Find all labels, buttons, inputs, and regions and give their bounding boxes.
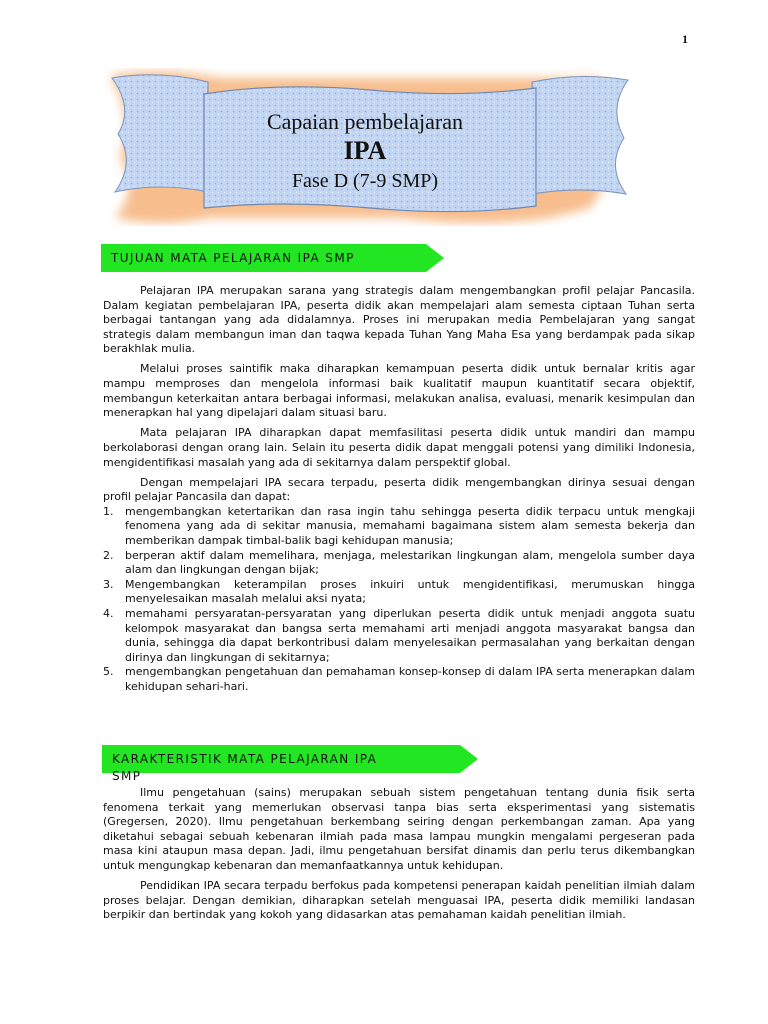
section-heading-text: TUJUAN MATA PELAJARAN IPA SMP xyxy=(111,251,355,265)
section-heading-karakteristik xyxy=(102,745,478,783)
section-heading-text: KARAKTERISTIK MATA PELAJARAN IPA xyxy=(112,752,378,766)
list-text: Mengembangkan keterampilan proses inkuiri untuk mengidentifikasi, merumuskan hingga menyelesaikan masalah melalui aksi nyata; xyxy=(125,577,695,606)
paragraph: Pendidikan IPA secara terpadu berfokus pada kompetensi penerapan kaidah penelitian ilmiah dalam proses belajar. Dengan demikian, diharapkan setelah menguasai IPA, peserta didik memiliki landasan berpikir dan bertindak yang kokoh yang didasarkan atas pemahaman kaidah penelitian ilmiah. xyxy=(103,879,695,922)
banner-line-3: Fase D (7-9 SMP) xyxy=(291,170,439,192)
banner-title xyxy=(205,108,525,194)
list-number: 3. xyxy=(103,577,114,591)
list-text: berperan aktif dalam memelihara, menjaga, melestarikan lingkungan alam, mengelola sumber daya alam dan lingkungan dengan bijak; xyxy=(125,548,695,577)
goals-list xyxy=(103,505,695,695)
list-item xyxy=(103,578,695,607)
title-banner xyxy=(100,68,640,226)
list-number: 5. xyxy=(103,665,114,679)
paragraph: Melalui proses saintifik maka diharapkan kemampuan peserta didik untuk bernalar kritis agar mampu memproses dan mengelola informasi baik kualitatif maupun kuantitatif secara objektif, membangun keterkaitan antara berbagai informasi, melakukan analisa, evaluasi, menarik kesimpulan dan menerapkan hal yang dipelajari dalam situasi baru. xyxy=(103,362,695,420)
banner-line-2: IPA xyxy=(343,136,387,165)
list-number: 2. xyxy=(103,548,114,562)
paragraph: Ilmu pengetahuan (sains) merupakan sebuah sistem pengetahuan tentang dunia fisik serta fenomena terkait yang memerlukan observasi tanpa bias serta eksperimentasi yang sistematis (Gregersen, 2020). Ilmu pengetahuan berkembang seiring dengan perkembangan zaman. Apa yang diketahui sebagai sebuah kebenaran ilmiah pada masa lampau mungkin mengalami pergeseran pada masa kini ataupun masa depan. Jadi, ilmu pengetahuan bersifat dinamis dan perlu terus dikembangkan untuk mengungkap kebenaran dan memanfaatkannya untuk kehidupan. xyxy=(103,786,695,872)
banner-line-1: Capaian pembelajaran xyxy=(266,109,464,134)
list-item xyxy=(103,665,695,694)
section-karakteristik-body xyxy=(103,786,695,928)
list-item xyxy=(103,607,695,665)
list-text: memahami persyaratan-persyaratan yang diperlukan peserta didik untuk menjadi anggota suatu kelompok masyarakat dan bangsa serta memahami arti menjadi anggota masyarakat bangsa dan dunia, sehingga dia dapat berkontribusi dalam menyelesaikan permasalahan yang berkaitan dengan dirinya dan lingkungan di sekitarnya; xyxy=(125,606,695,664)
paragraph: Mata pelajaran IPA diharapkan dapat memfasilitasi peserta didik untuk mandiri dan mampu berkolaborasi dengan orang lain. Selain itu peserta didik dapat menggali potensi yang dimiliki Indonesia, mengidentifikasi masalah yang ada di sekitarnya dalam perspektif global. xyxy=(103,426,695,469)
section-heading-text-2: SMP xyxy=(112,769,142,783)
list-number: 4. xyxy=(103,606,114,620)
section-heading-tujuan xyxy=(101,244,444,272)
list-item xyxy=(103,549,695,578)
list-item xyxy=(103,505,695,549)
page-number: 1 xyxy=(682,32,688,46)
list-number: 1. xyxy=(103,504,114,518)
list-text: mengembangkan ketertarikan dan rasa ingin tahu sehingga peserta didik terpacu untuk mengkaji fenomena yang ada di sekitar manusia, memahami bagaimana sistem alam semesta bekerja dan memberikan dampak timbal-balik bagi kehidupan manusia; xyxy=(125,504,695,547)
paragraph: Pelajaran IPA merupakan sarana yang strategis dalam mengembangkan profil pelajar Pancasila. Dalam kegiatan pembelajaran IPA, peserta didik akan mempelajari alam semesta ciptaan Tuhan serta berbagai tantangan yang ada didalamnya. Proses ini merupakan media Pembelajaran yang sangat strategis dalam membangun iman dan taqwa kepada Tuhan Yang Maha Esa yang berdampak pada sikap berakhlak mulia. xyxy=(103,284,695,356)
paragraph: Dengan mempelajari IPA secara terpadu, peserta didik mengembangkan dirinya sesuai dengan profil pelajar Pancasila dan dapat: xyxy=(103,475,695,504)
list-text: mengembangkan pengetahuan dan pemahaman konsep-konsep di dalam IPA serta menerapkan dalam kehidupan sehari-hari. xyxy=(125,665,695,693)
section-tujuan-body xyxy=(103,284,695,695)
